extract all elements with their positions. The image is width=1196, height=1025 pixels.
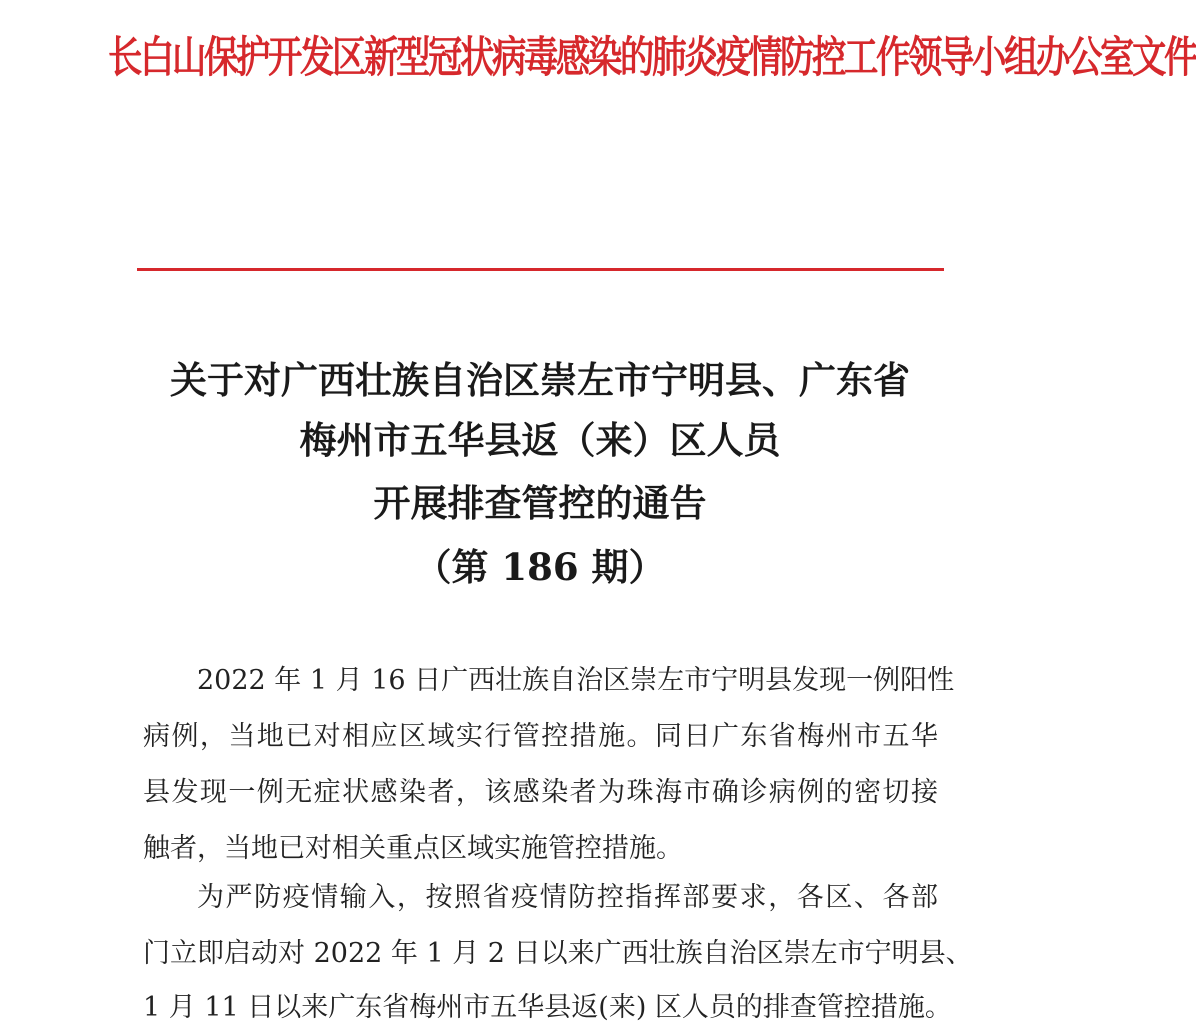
paragraph-1-line-2: 病例，当地已对相应区域实行管控措施。同日广东省梅州市五华 xyxy=(143,721,938,752)
notice-title-line-2: 梅州市五华县返（来）区人员 xyxy=(299,418,781,462)
document-header-title: 长白山保护开发区新型冠状病毒感染的肺炎疫情防控工作领导小组办公室文件 xyxy=(108,33,1196,83)
notice-title-line-3: 开展排查管控的通告 xyxy=(373,481,707,525)
paragraph-2-line-2: 门立即启动对 2022 年 1 月 2 日以来广西壮族自治区崇左市宁明县、 xyxy=(143,938,973,969)
header-divider-line xyxy=(137,268,944,271)
paragraph-1-line-3: 县发现一例无症状感染者，该感染者为珠海市确诊病例的密切接 xyxy=(143,777,938,808)
paragraph-2-line-1: 为严防疫情输入，按照省疫情防控指挥部要求，各区、各部 xyxy=(197,882,938,913)
paragraph-1-line-1: 2022 年 1 月 16 日广西壮族自治区崇左市宁明县发现一例阳性 xyxy=(197,665,955,696)
notice-title-line-1: 关于对广西壮族自治区崇左市宁明县、广东省 xyxy=(170,358,910,402)
notice-issue-number: （第 186 期） xyxy=(414,545,666,589)
paragraph-1-line-4: 触者，当地已对相关重点区域实施管控措施。 xyxy=(143,833,683,864)
paragraph-2-line-3: 1 月 11 日以来广东省梅州市五华县返(来) 区人员的排查管控措施。 xyxy=(143,992,952,1023)
